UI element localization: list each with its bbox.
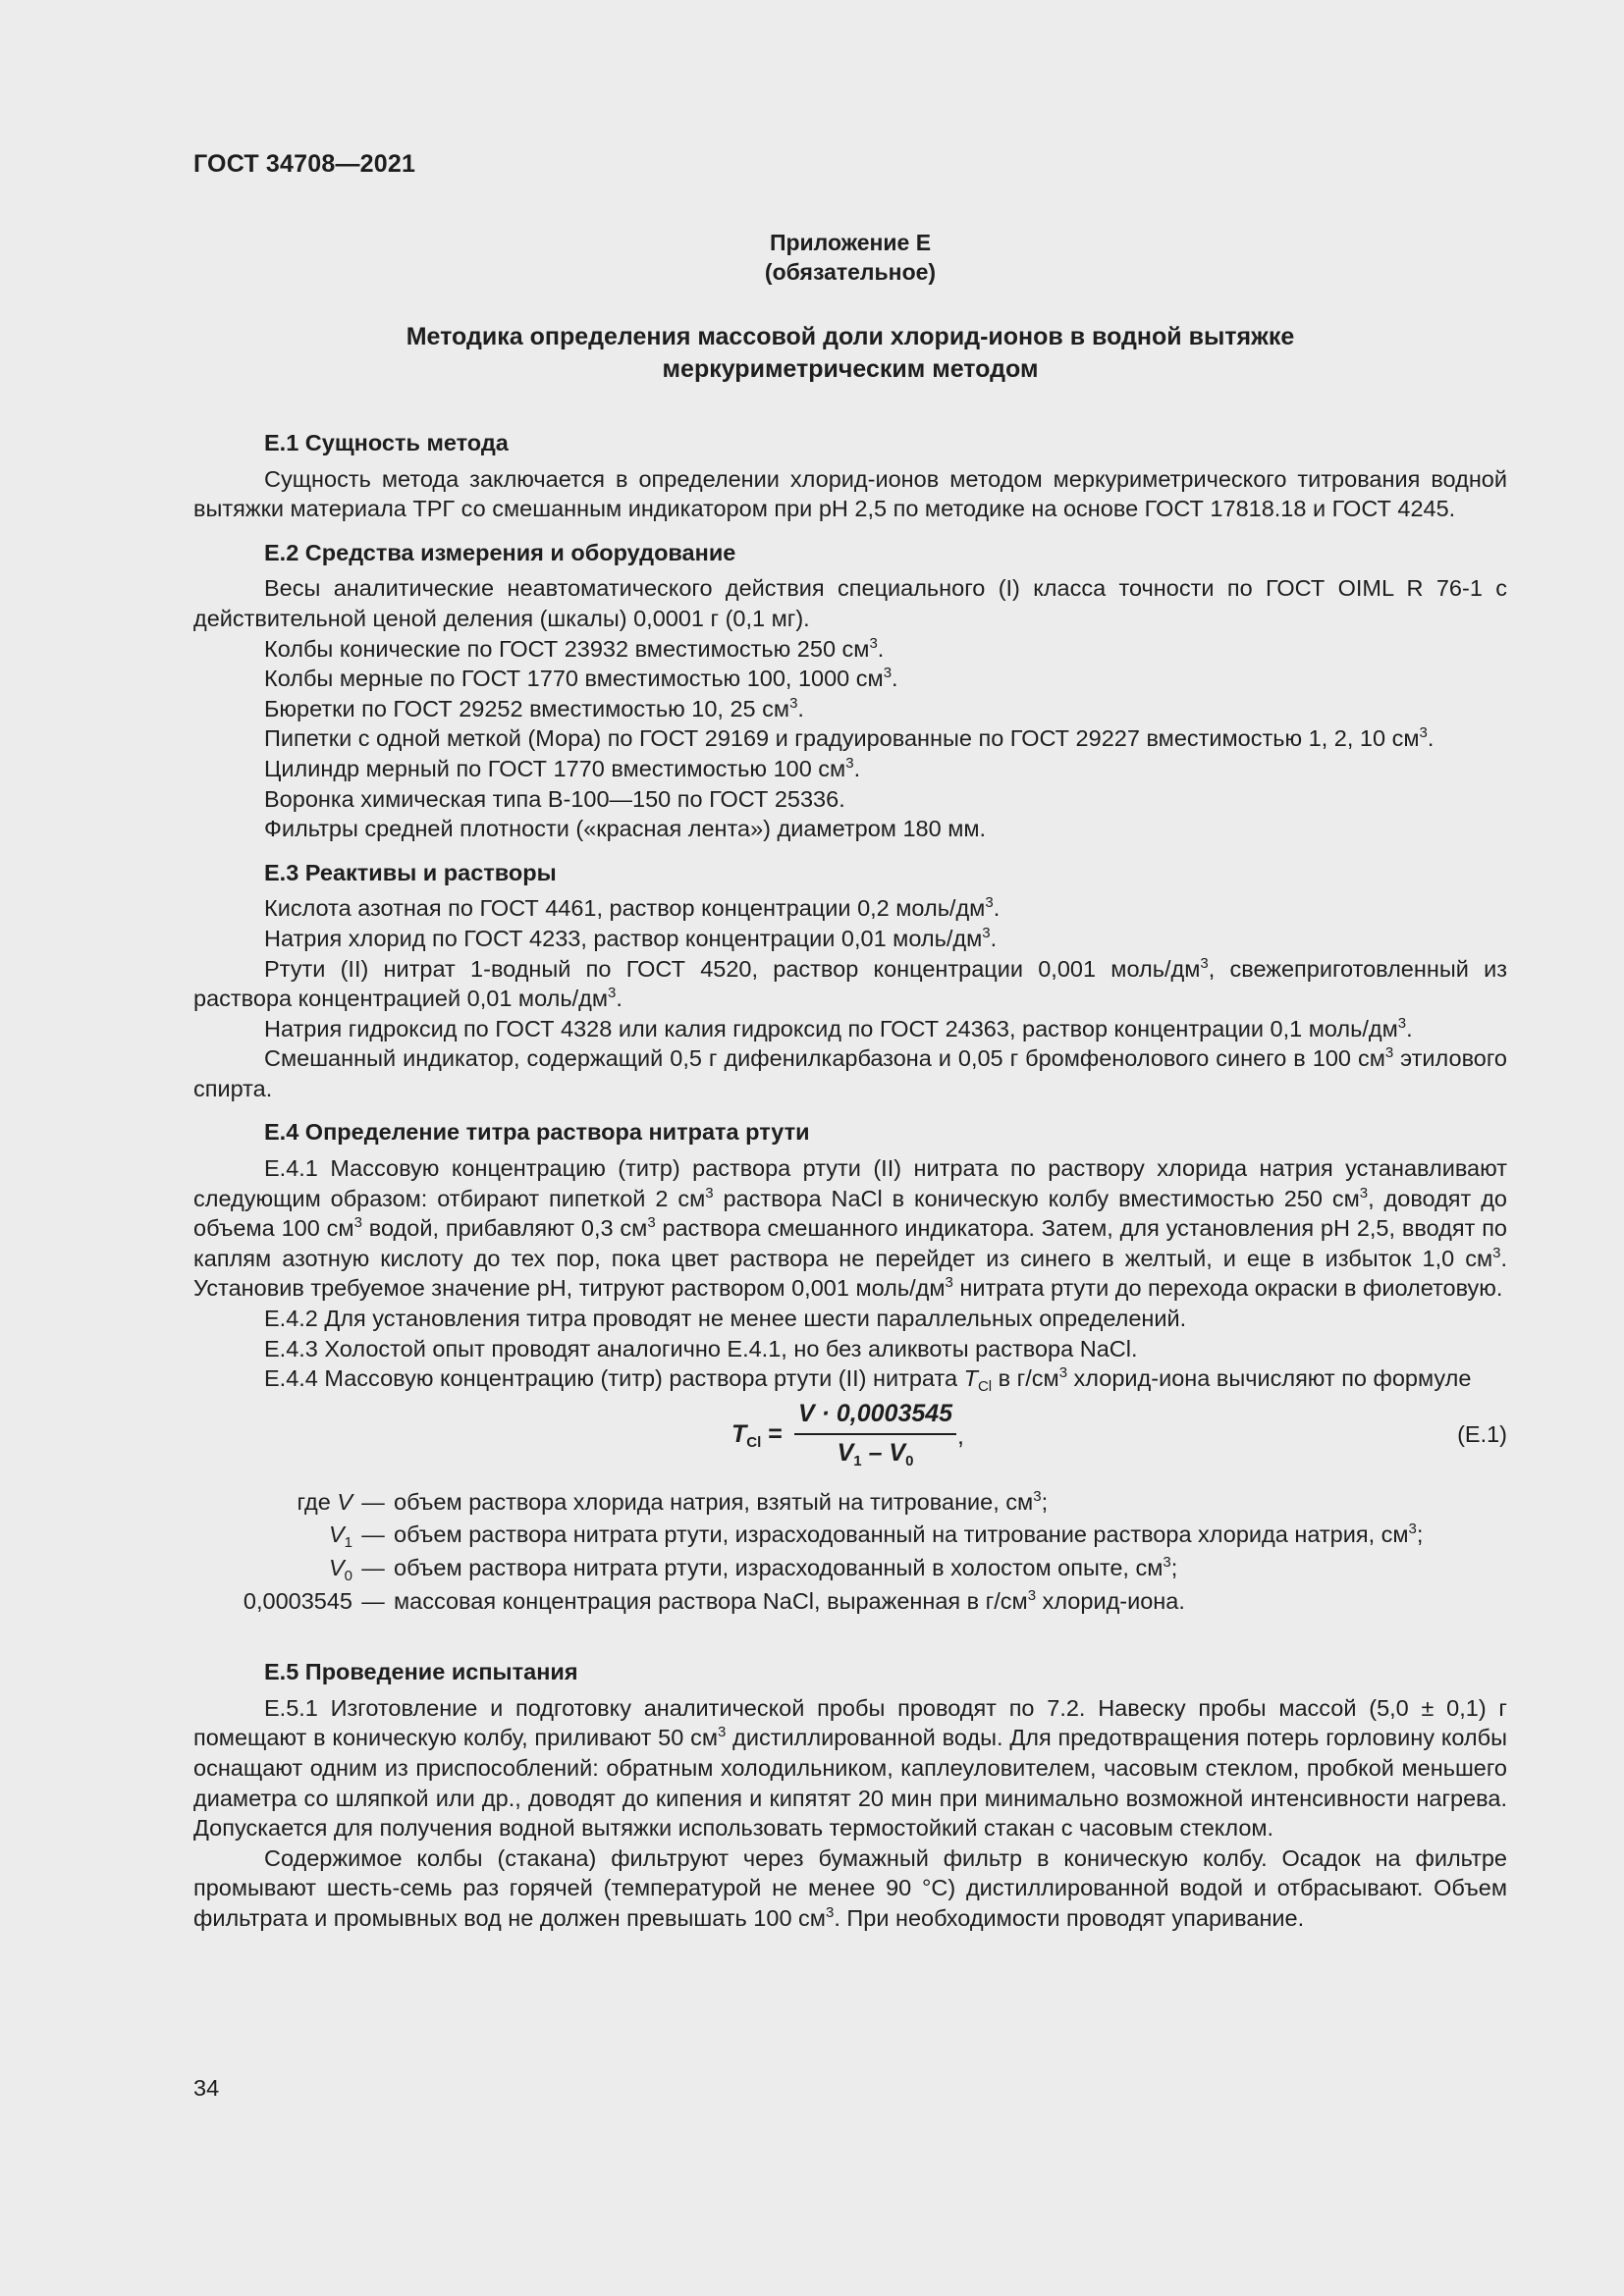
annex-title: Приложение Е — [769, 230, 932, 255]
annex-status: (обязательное) — [764, 259, 937, 285]
section-heading-e1: Е.1 Сущность метода — [264, 430, 509, 455]
annex-heading — [193, 228, 1507, 287]
formula-lhs: $T_{Cl}$ = — [731, 1419, 783, 1451]
paragraph: Е.4.4 Массовую концентрацию (титр) раствора ртути (II) нитрата $T_{Cl}$ в $г/см^3$ хлорид-иона вычисляют по формуле — [264, 1364, 1472, 1396]
main-title-line-2: меркуриметрическим методом — [662, 355, 1039, 383]
formula-number: (Е.1) — [1457, 1420, 1507, 1447]
list-item: Колбы конические по ГОСТ 23932 вместимостью 250 $см^3$. — [264, 634, 885, 662]
list-item: Фильтры средней плотности («красная лента») диаметром 180 мм. — [264, 816, 987, 842]
paragraph: Ртути (II) нитрат 1-водный по ГОСТ 4520, раствор концентрации 0,001 моль/$дм^3$, свежеприготовленный из раствора концентрацией 0,01 моль/$дм^3$. — [193, 954, 1507, 1012]
formula-fraction — [794, 1398, 956, 1468]
formula-numerator: V · 0,0003545 — [794, 1398, 956, 1435]
formula-denominator: $V_1 - V_0$ — [837, 1438, 914, 1469]
main-title — [193, 321, 1507, 386]
paragraph: Е.4.1 Массовую концентрацию (титр) раствора ртути (II) нитрата по раствору хлорида натрия устанавливают следующим образом: отбирают пипеткой 2 $см^3$ раствора NaCl в коническую колбу вместимостью 250 $см^3$, доводят до объема 100 $см^3$ водой, прибавляют 0,3 $см^3$ раствора смешанного индикатора. Затем, для установления pH 2,5, вводят по каплям азотную кислоту до тех пор, пока цвет раствора не перейдет из синего в желтый, и еще в избыток 1,0 $см^3$. Установив требуемое значение pH, титруют раствором 0,001 моль/$дм^3$ нитрата ртути до перехода окраски в фиолетовую. — [193, 1155, 1507, 1302]
definition-row: $V_1$ — объем раствора нитрата ртути, израсходованный на титрование раствора хлорида натрия, $см^3$; — [328, 1521, 1424, 1552]
formula-comma: , — [957, 1421, 964, 1450]
list-item: Пипетки с одной меткой (Мора) по ГОСТ 29169 и градуированные по ГОСТ 29227 вместимостью 1, 2, 10 $см^3$. — [264, 724, 1435, 752]
paragraph: Весы аналитические неавтоматического действия специального (I) класса точности по ГОСТ OIML R 76-1 с действительной ценой деления (шкалы) 0,0001 г (0,1 мг). — [193, 575, 1507, 631]
paragraph: Е.5.1 Изготовление и подготовку аналитической пробы проводят по 7.2. Навеску пробы массой (5,0 ± 0,1) г помещают в коническую колбу, приливают 50 $см^3$ дистиллированной воды. Для предотвращения потерь горловину колбы оснащают одним из приспособлений: обратным холодильником, каплеуловителем, часовым стеклом, пробкой меньшего диаметра со шляпкой или др., доводят до кипения и кипятят 20 мин при минимально возможной интенсивности нагрева. Допускается для получения водной вытяжки использовать термостойкий стакан с часовым стеклом. — [193, 1694, 1507, 1842]
formula-e1 — [193, 1398, 1507, 1472]
list-item: Бюретки по ГОСТ 29252 вместимостью 10, 25 $см^3$. — [264, 694, 804, 721]
page-number: 34 — [193, 2075, 220, 2101]
paragraph: Сущность метода заключается в определении хлорид-ионов методом меркуриметрического титрования водной вытяжки материала ТРГ со смешанным индикатором при pH 2,5 по методике на основе ГОСТ 17818.18 и ГОСТ 4245. — [193, 465, 1507, 522]
section-heading-e3: Е.3 Реактивы и растворы — [264, 859, 557, 885]
list-item: Кислота азотная по ГОСТ 4461, раствор концентрации 0,2 моль/$дм^3$. — [264, 894, 1001, 922]
definition-row: $V_0$ — объем раствора нитрата ртути, израсходованный в холостом опыте, $см^3$; — [328, 1554, 1178, 1584]
document-number: ГОСТ 34708—2021 — [193, 150, 416, 178]
section-heading-e2: Е.2 Средства измерения и оборудование — [264, 539, 736, 565]
list-item: Цилиндр мерный по ГОСТ 1770 вместимостью 100 $см^3$. — [264, 754, 861, 781]
paragraph: Е.4.3 Холостой опыт проводят аналогично Е.4.1, но без аликвоты раствора NaCl. — [264, 1335, 1138, 1362]
section-heading-e4: Е.4 Определение титра раствора нитрата ртути — [264, 1119, 810, 1146]
list-item: Натрия хлорид по ГОСТ 4233, раствор концентрации 0,01 моль/$дм^3$. — [264, 924, 998, 951]
list-item: Колбы мерные по ГОСТ 1770 вместимостью 100, 1000 $см^3$. — [264, 665, 898, 692]
document-body — [193, 428, 1507, 1934]
section-heading-e5: Е.5 Проведение испытания — [264, 1659, 578, 1685]
list-item: Воронка химическая типа В-100—150 по ГОСТ 25336. — [264, 785, 845, 812]
definition-row: где V — объем раствора хлорида натрия, взятый на титрование, $см^3$; — [297, 1487, 1049, 1515]
paragraph: Содержимое колбы (стакана) фильтруют через бумажный фильтр в коническую колбу. Осадок на фильтре промывают шесть-семь раз горячей (температурой не менее 90 °С) дистиллированной водой и отбрасывают. Объем фильтрата и промывных вод не должен превышать 100 $см^3$. При необходимости проводят упаривание. — [193, 1844, 1507, 1931]
paragraph: Е.4.2 Для установления титра проводят не менее шести параллельных определений. — [264, 1306, 1187, 1332]
list-item: Натрия гидроксид по ГОСТ 4328 или калия гидроксид по ГОСТ 24363, раствор концентрации 0,1 моль/$дм^3$. — [264, 1014, 1413, 1041]
paragraph: Смешанный индикатор, содержащий 0,5 г дифенилкарбазона и 0,05 г бромфенолового синего в 100 $см^3$ этилового спирта. — [193, 1044, 1508, 1101]
symbol-definitions — [193, 1486, 1507, 1618]
definition-row: 0,0003545 — массовая концентрация раствора NaCl, выраженная в $г/см^3$ хлорид-иона. — [243, 1586, 1185, 1614]
main-title-line-1: Методика определения массовой доли хлорид-ионов в водной вытяжке — [406, 323, 1295, 350]
